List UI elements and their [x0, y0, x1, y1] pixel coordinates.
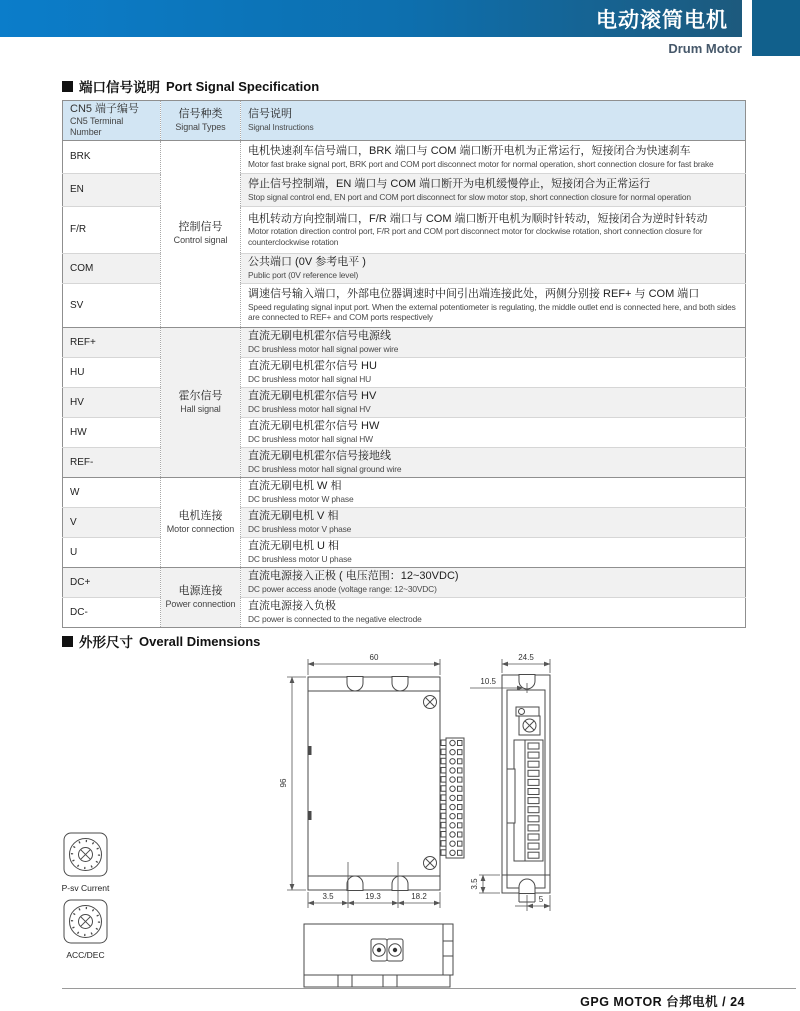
type-en: Hall signal — [180, 403, 221, 414]
type-cn: 霍尔信号 — [178, 389, 223, 402]
section-square-icon — [62, 81, 73, 92]
description-cell — [241, 537, 746, 567]
page-title: 电动滚筒电机 — [596, 8, 728, 32]
terminal-cell: W — [63, 477, 161, 507]
desc-en: DC brushless motor U phase — [248, 554, 352, 565]
desc-cn: 直流无刷电机 V 相 — [248, 510, 339, 523]
description-cell — [241, 206, 746, 253]
type-cn: 控制信号 — [178, 221, 223, 234]
desc-en: DC brushless motor hall signal HU — [248, 374, 372, 385]
section-title-port-signals — [62, 76, 319, 96]
description-cell — [241, 387, 746, 417]
terminal-cell: EN — [63, 173, 161, 206]
section-title-en: Overall Dimensions — [139, 633, 261, 649]
acc-dec-label: ACC/DEC — [66, 950, 105, 960]
signal-type-power — [161, 567, 241, 627]
signal-type-hall — [161, 327, 241, 477]
description-cell — [241, 173, 746, 206]
table-header-row — [63, 101, 746, 141]
front-view — [308, 677, 464, 891]
desc-en: Public port (0V reference level) — [248, 270, 359, 281]
section-title-cn: 端口信号说明 — [79, 80, 160, 95]
desc-cn: 电机转动方向控制端口，F/R 端口与 COM 端口断开电机为顺时针转动，短接闭合为逆时针转动 — [248, 212, 708, 225]
terminal-cell: HV — [63, 387, 161, 417]
terminal-cell: HU — [63, 357, 161, 387]
desc-cn: 直流无刷电机霍尔信号接地线 — [248, 450, 391, 463]
terminal-cell: REF+ — [63, 327, 161, 357]
header-type-en: Signal Types — [175, 121, 226, 132]
dim-side-notch: 10.5 — [480, 677, 496, 686]
dim-side-width: 24.5 — [518, 653, 534, 662]
terminal-cell: HW — [63, 417, 161, 447]
desc-en: DC brushless motor hall signal ground wire — [248, 464, 402, 475]
terminal-cell: DC+ — [63, 567, 161, 597]
table-row-dcp — [63, 567, 746, 597]
terminal-cell: U — [63, 537, 161, 567]
screw-icon — [424, 696, 437, 709]
type-cn: 电机连接 — [178, 509, 223, 522]
desc-cn: 直流电源接入负极 — [248, 600, 336, 613]
desc-en: DC brushless motor W phase — [248, 494, 354, 505]
dimensions-svg — [55, 645, 605, 995]
dimensions-drawing — [55, 645, 605, 995]
acc-dec-dial-icon — [64, 900, 107, 943]
header-terminal-en: CN5 Terminal Number — [70, 116, 124, 137]
desc-cn: 电机快速刹车信号端口，BRK 端口与 COM 端口断开电机为正常运行，短接闭合为快速刹车 — [248, 144, 691, 157]
terminal-cell: REF- — [63, 447, 161, 477]
description-cell — [241, 357, 746, 387]
description-cell — [241, 327, 746, 357]
desc-en: Motor fast brake signal port, BRK port and COM port disconnect motor for normal operation, short connection closure for fast brake — [248, 158, 714, 169]
type-en: Motor connection — [166, 523, 235, 534]
potentiometer — [516, 707, 540, 735]
desc-cn: 调速信号输入端口，外部电位器调速时中间引出端连接此处，两侧分别接 REF+ 与 COM 端口 — [248, 288, 700, 301]
dim-front-height: 96 — [279, 778, 288, 788]
desc-en: DC power is connected to the negative electrode — [248, 614, 422, 625]
header-terminal — [63, 101, 161, 141]
bottom-view — [304, 924, 453, 987]
description-cell — [241, 283, 746, 327]
desc-cn: 停止信号控制端，EN 端口与 COM 端口断开为电机缓慢停止，短接闭合为正常运行 — [248, 177, 651, 190]
terminal-cell: BRK — [63, 140, 161, 173]
desc-en: DC brushless motor V phase — [248, 524, 352, 535]
p-sv-current-label: P-sv Current — [61, 883, 110, 893]
desc-cn: 直流无刷电机霍尔信号 HU — [248, 360, 377, 373]
terminal-cell: F/R — [63, 206, 161, 253]
table-row-w — [63, 477, 746, 507]
header-type — [161, 101, 241, 141]
signal-type-control — [161, 140, 241, 327]
page-subtitle: Drum Motor — [668, 41, 742, 56]
description-cell — [241, 597, 746, 627]
desc-en: DC brushless motor hall signal HW — [248, 434, 373, 445]
terminal-cell: COM — [63, 253, 161, 283]
terminal-cell: DC- — [63, 597, 161, 627]
p-sv-current-dial-icon — [64, 833, 107, 876]
description-cell — [241, 507, 746, 537]
signal-type-motor — [161, 477, 241, 567]
corner-accent-block — [752, 0, 800, 56]
desc-en: DC brushless motor hall signal power wire — [248, 344, 399, 355]
type-en: Power connection — [165, 598, 236, 609]
desc-en: DC brushless motor hall signal HV — [248, 404, 371, 415]
desc-cn: 公共端口 (0V 参考电平 ) — [248, 256, 366, 269]
dim-front-b1: 3.5 — [322, 892, 334, 901]
description-cell — [241, 567, 746, 597]
terminal-cell: SV — [63, 283, 161, 327]
description-cell — [241, 253, 746, 283]
desc-cn: 直流无刷电机霍尔信号电源线 — [248, 330, 391, 343]
footer-text: GPG MOTOR 台邦电机 / 24 — [580, 995, 745, 1009]
table-row-refp — [63, 327, 746, 357]
section-title-en: Port Signal Specification — [166, 78, 320, 94]
desc-cn: 直流无刷电机 W 相 — [248, 480, 342, 493]
header-instructions-cn: 信号说明 — [248, 108, 292, 121]
desc-cn: 直流无刷电机 U 相 — [248, 540, 340, 553]
description-cell — [241, 477, 746, 507]
section-title-cn: 外形尺寸 — [79, 635, 133, 650]
rotary-dials — [62, 833, 110, 960]
dim-front-b3: 18.2 — [411, 892, 427, 901]
desc-cn: 直流无刷电机霍尔信号 HW — [248, 420, 380, 433]
header-banner — [0, 0, 742, 37]
header-terminal-cn: CN5 端子编号 — [70, 103, 140, 115]
table-row-brk — [63, 140, 746, 173]
terminal-strip-side — [514, 740, 543, 861]
terminal-strip — [441, 738, 464, 858]
terminal-cell: V — [63, 507, 161, 537]
header-type-cn: 信号种类 — [178, 107, 223, 120]
desc-en: Stop signal control end, EN port and COM port disconnect for slow motor stop, short connection closure for normal operation — [248, 191, 691, 202]
dim-side-b2: 5 — [538, 895, 544, 904]
desc-en: Motor rotation direction control port, F/R port and COM port disconnect motor for clockwise rotation, short connection closure for counterclockwise rotation — [248, 226, 703, 247]
description-cell — [241, 417, 746, 447]
side-view — [502, 675, 550, 903]
header-instructions — [241, 101, 746, 141]
signal-spec-table — [62, 100, 746, 628]
description-cell — [241, 140, 746, 173]
dim-front-b2: 19.3 — [365, 892, 381, 901]
description-cell — [241, 447, 746, 477]
type-cn: 电源连接 — [178, 584, 223, 597]
dim-front-width: 60 — [369, 653, 379, 662]
desc-cn: 直流无刷电机霍尔信号 HV — [248, 390, 377, 403]
desc-cn: 直流电源接入正极 ( 电压范围：12~30VDC) — [248, 570, 459, 583]
footer-divider — [62, 988, 796, 989]
desc-en: DC power access anode (voltage range: 12~30VDC) — [248, 584, 437, 595]
dim-side-b1: 3.5 — [470, 878, 479, 890]
type-en: Control signal — [173, 235, 228, 246]
desc-en: Speed regulating signal input port. When the external potentiometer is regulating, the middle outlet end is connected here, and both sides are connected to REF+ and COM ports respectively — [248, 301, 736, 323]
screw-icon — [424, 857, 437, 870]
header-instructions-en: Signal Instructions — [248, 122, 314, 133]
connector-pair — [371, 939, 403, 961]
